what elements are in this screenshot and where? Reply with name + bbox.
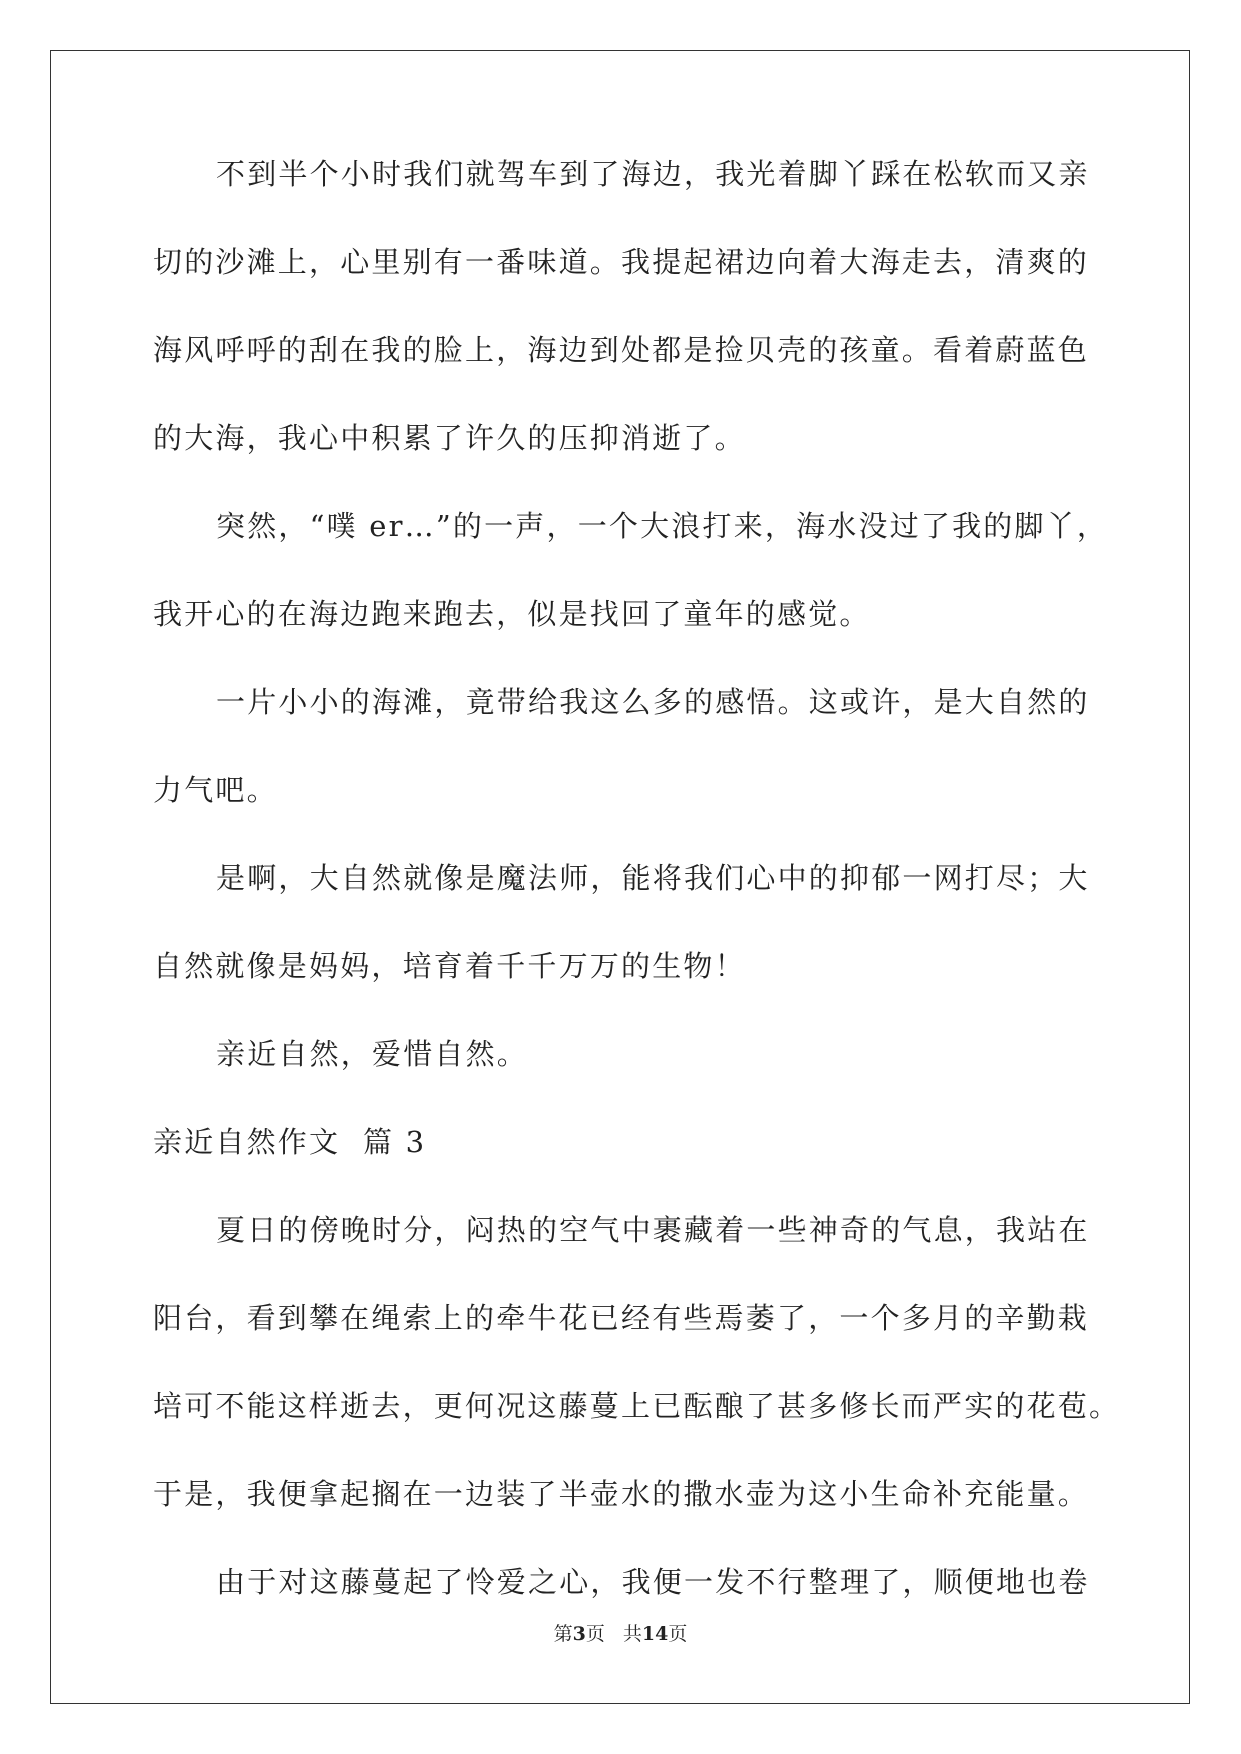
text-line: 阳台，看到攀在绳索上的牵牛花已经有些焉萎了，一个多月的辛勤栽 xyxy=(153,1301,1090,1335)
text-line: 培可不能这样逝去，更何况这藤蔓上已酝酿了甚多修长而严实的花苞。 xyxy=(153,1389,1121,1423)
footer-total-suffix: 页 xyxy=(668,1623,688,1645)
page-number: 3 xyxy=(572,1623,586,1645)
text-line: 自然就像是妈妈，培育着千千万万的生物！ xyxy=(153,949,746,983)
heading-line: 亲近自然作文 篇 3 xyxy=(153,1125,427,1159)
text-line: 不到半个小时我们就驾车到了海边，我光着脚丫踩在松软而又亲 xyxy=(216,157,1090,191)
footer-total-prefix: 共 xyxy=(622,1623,642,1645)
text-line: 切的沙滩上，心里别有一番味道。我提起裙边向着大海走去，清爽的 xyxy=(153,245,1090,279)
paragraph xyxy=(153,509,1109,631)
section-heading xyxy=(153,1126,1093,1159)
footer-prefix: 第 xyxy=(553,1623,573,1645)
paragraph xyxy=(153,1213,1121,1511)
text-line: 由于对这藤蔓起了怜爱之心，我便一发不行整理了，顺便地也卷 xyxy=(216,1565,1090,1599)
text-line: 一片小小的海滩，竟带给我这么多的感悟。这或许，是大自然的 xyxy=(216,685,1090,719)
text-line: 我开心的在海边跑来跑去，似是找回了童年的感觉。 xyxy=(153,597,871,631)
text-line: 于是，我便拿起搁在一边装了半壶水的撒水壶为这小生命补充能量。 xyxy=(153,1477,1090,1511)
paragraph xyxy=(153,1038,1093,1071)
text-line: 海风呼呼的刮在我的脸上，海边到处都是捡贝壳的孩童。看着蔚蓝色 xyxy=(153,333,1090,367)
text-line: 夏日的傍晚时分，闷热的空气中裹藏着一些神奇的气息，我站在 xyxy=(216,1213,1090,1247)
text-line: 突然，“噗 er…”的一声，一个大浪打来，海水没过了我的脚丫， xyxy=(216,509,1109,543)
document-body xyxy=(153,157,1121,1599)
footer-page-suffix: 页 xyxy=(585,1623,605,1645)
text-line: 的大海，我心中积累了许久的压抑消逝了。 xyxy=(153,421,746,455)
paragraph xyxy=(153,158,1093,455)
paragraph xyxy=(153,1566,1093,1599)
text-line: 力气吧。 xyxy=(153,773,278,807)
paragraph xyxy=(153,862,1093,983)
total-pages: 14 xyxy=(641,1623,669,1645)
paragraph xyxy=(153,686,1093,807)
text-line: 是啊，大自然就像是魔法师，能将我们心中的抑郁一网打尽；大 xyxy=(216,861,1090,895)
text-line: 亲近自然，爱惜自然。 xyxy=(216,1037,529,1071)
page-footer xyxy=(0,1622,1241,1646)
